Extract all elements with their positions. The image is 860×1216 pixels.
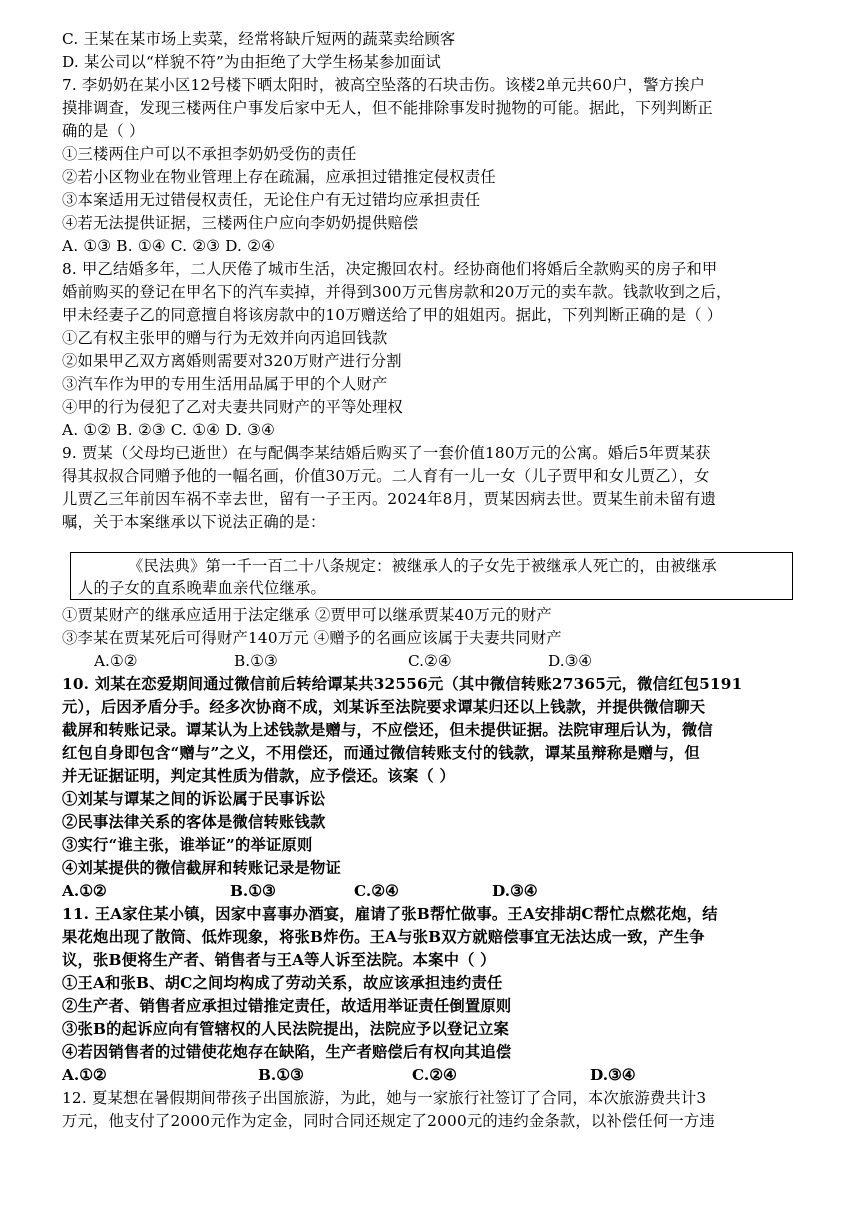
option-d: D.③④ bbox=[548, 652, 593, 670]
text-line: 婚前购买的登记在甲名下的汽车卖掉，并得到300万元售房款和20万元的卖车款。钱款收到之后， bbox=[62, 283, 732, 301]
text-line: 红包自身即包含“赠与”之义，不用偿还，而通过微信转账支付的钱款，谭某虽辩称是赠与，但 bbox=[62, 744, 700, 762]
choice-line: ②民事法律关系的客体是微信转账钱款 bbox=[62, 813, 326, 831]
choice-line: ①贾某财产的继承应适用于法定继承 ②贾甲可以继承贾某40万元的财产 bbox=[62, 606, 552, 624]
option-a: A.①② bbox=[62, 882, 107, 900]
choice-line: ④若因销售者的过错使花炮存在缺陷，生产者赔偿后有权向其追偿 bbox=[62, 1043, 512, 1061]
text-line: 议，张B便将生产者、销售者与王A等人诉至法院。本案中（ ） bbox=[62, 951, 496, 969]
choice-line: ④刘某提供的微信截屏和转账记录是物证 bbox=[62, 859, 341, 877]
option-c: C.②④ bbox=[354, 882, 399, 900]
option-a: A.①② bbox=[62, 1066, 107, 1084]
choice-line: ④甲的行为侵犯了乙对夫妻共同财产的平等处理权 bbox=[62, 398, 403, 416]
text-line: 截屏和转账记录。谭某认为上述钱款是赠与，不应偿还，但未提供证据。法院审理后认为，微信 bbox=[62, 721, 713, 739]
question-10-line: 10. 刘某在恋爱期间通过微信前后转给谭某共32556元（其中微信转账27365元，微信红包5191 bbox=[62, 675, 743, 693]
text-line: 果花炮出现了散筒、低炸现象，将张B炸伤。王A与张B双方就赔偿事宜无法达成一致，产生争 bbox=[62, 928, 705, 946]
choice-line: ②若小区物业在物业管理上存在疏漏，应承担过错推定侵权责任 bbox=[62, 168, 496, 186]
law-quote-line: 人的子女的直系晚辈血亲代位继承。 bbox=[78, 579, 326, 597]
option-c: C.②④ bbox=[408, 652, 452, 670]
question-7-line: 7. 李奶奶在某小区12号楼下晒太阳时，被高空坠落的石块击伤。该楼2单元共60户，警方挨户 bbox=[62, 76, 706, 94]
text-line: D. 某公司以“样貌不符”为由拒绝了大学生杨某参加面试 bbox=[62, 53, 442, 71]
choice-line: ①乙有权主张甲的赠与行为无效并向丙追回钱款 bbox=[62, 329, 388, 347]
text-line: 甲未经妻子乙的同意擅自将该房款中的10万赠送给了甲的姐姐丙。据此，下列判断正确的是（ ） bbox=[62, 306, 723, 324]
law-quote-line: 《民法典》第一千一百二十八条规定：被继承人的子女先于被继承人死亡的，由被继承 bbox=[128, 557, 717, 575]
answer-options: A. ①② B. ②③ C. ①④ D. ③④ bbox=[62, 421, 275, 439]
option-b: B.①③ bbox=[230, 882, 276, 900]
choice-line: ②生产者、销售者应承担过错推定责任，故适用举证责任倒置原则 bbox=[62, 997, 512, 1015]
choice-line: ①王A和张B、胡C之间均构成了劳动关系，故应该承担违约责任 bbox=[62, 974, 503, 992]
choice-line: ③李某在贾某死后可得财产140万元 ④赠予的名画应该属于夫妻共同财产 bbox=[62, 629, 562, 647]
choice-line: ④若无法提供证据，三楼两住户应向李奶奶提供赔偿 bbox=[62, 214, 419, 232]
option-d: D.③④ bbox=[492, 882, 538, 900]
answer-options: A. ①③ B. ①④ C. ②③ D. ②④ bbox=[62, 237, 275, 255]
text-line: 儿贾乙三年前因车祸不幸去世，留有一子王丙。2024年8月，贾某因病去世。贾某生前未留有遗 bbox=[62, 490, 717, 508]
text-line: C. 王某在某市场上卖菜，经常将缺斤短两的蔬菜卖给顾客 bbox=[62, 30, 456, 48]
question-11-line: 11. 王A家住某小镇，因家中喜事办酒宴，雇请了张B帮忙做事。王A安排胡C帮忙点燃花炮，结 bbox=[62, 905, 718, 923]
text-line: 确的是（ ） bbox=[62, 122, 145, 140]
text-line: 嘱，关于本案继承以下说法正确的是： bbox=[62, 513, 326, 531]
option-c: C.②④ bbox=[412, 1066, 457, 1084]
choice-line: ①三楼两住户可以不承担李奶奶受伤的责任 bbox=[62, 145, 357, 163]
text-line: 元），后因矛盾分手。经多次协商不成，刘某诉至法院要求谭某归还以上钱款，并提供微信聊天 bbox=[62, 698, 706, 716]
choice-line: ③本案适用无过错侵权责任，无论住户有无过错均应承担责任 bbox=[62, 191, 481, 209]
option-b: B.①③ bbox=[234, 652, 278, 670]
choice-line: ②如果甲乙双方离婚则需要对320万财产进行分割 bbox=[62, 352, 402, 370]
choice-line: ③张B的起诉应向有管辖权的人民法院提出，法院应予以登记立案 bbox=[62, 1020, 510, 1038]
choice-line: ③实行“谁主张，谁举证”的举证原则 bbox=[62, 836, 313, 854]
option-a: A.①② bbox=[94, 652, 138, 670]
choice-line: ③汽车作为甲的专用生活用品属于甲的个人财产 bbox=[62, 375, 388, 393]
question-12-line: 12. 夏某想在暑假期间带孩子出国旅游，为此，她与一家旅行社签订了合同，本次旅游费共计3 bbox=[62, 1089, 707, 1107]
text-line: 万元，他支付了2000元作为定金，同时合同还规定了2000元的违约金条款，以补偿任何一方违 bbox=[62, 1112, 715, 1130]
question-8-line: 8. 甲乙结婚多年，二人厌倦了城市生活，决定搬回农村。经协商他们将婚后全款购买的房子和甲 bbox=[62, 260, 718, 278]
text-line: 并无证据证明，判定其性质为借款，应予偿还。该案（ ） bbox=[62, 767, 455, 785]
question-9-line: 9. 贾某（父母均已逝世）在与配偶李某结婚后购买了一套价值180万元的公寓。婚后5年贾某获 bbox=[62, 444, 711, 462]
text-line: 得其叔叔合同赠予他的一幅名画，价值30万元。二人育有一儿一女（儿子贾甲和女儿贾乙），女 bbox=[62, 467, 710, 485]
text-line: 摸排调查，发现三楼两住户事发后家中无人，但不能排除事发时抛物的可能。据此，下列判断正 bbox=[62, 99, 713, 117]
option-b: B.①③ bbox=[258, 1066, 304, 1084]
option-d: D.③④ bbox=[590, 1066, 636, 1084]
choice-line: ①刘某与谭某之间的诉讼属于民事诉讼 bbox=[62, 790, 326, 808]
